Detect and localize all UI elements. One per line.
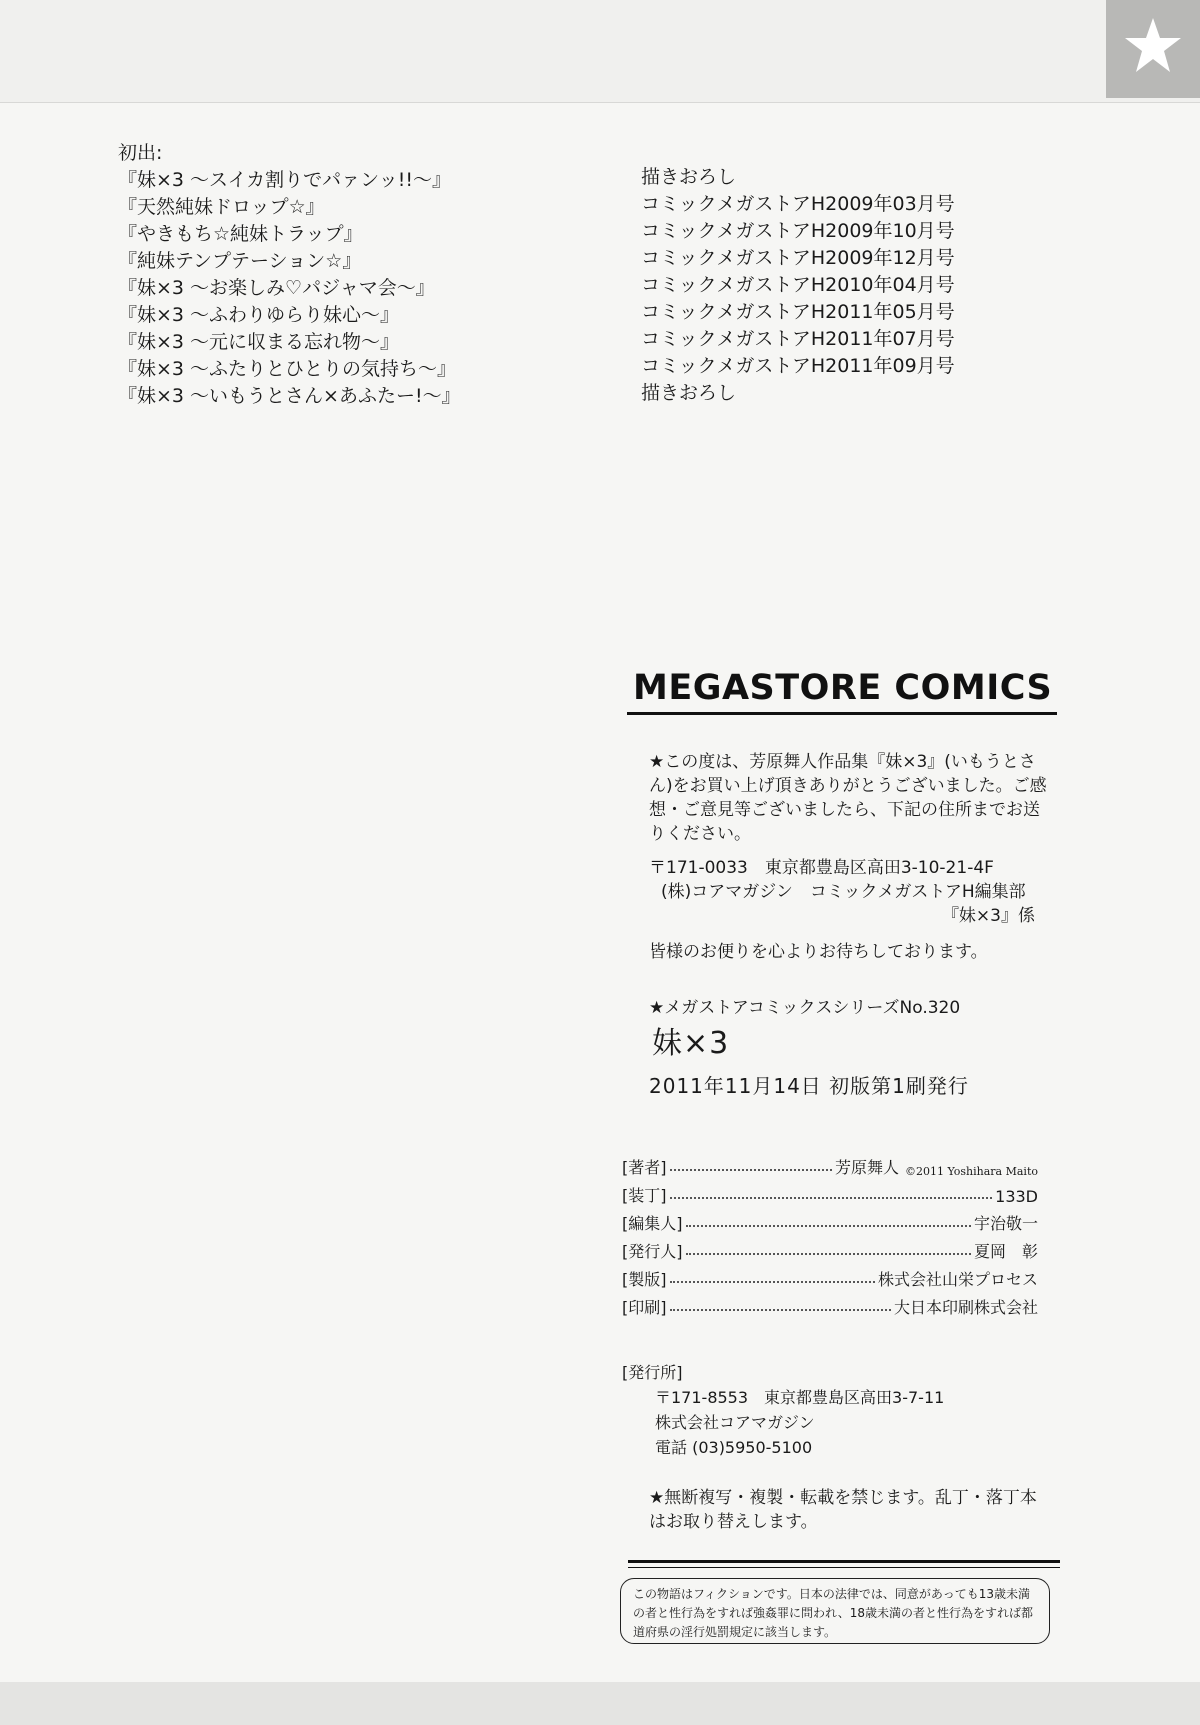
bottom-divider-thin <box>628 1567 1060 1568</box>
story-source: コミックメガストアH2011年07月号 <box>641 328 955 350</box>
credit-value: 夏岡 彰 <box>973 1242 1038 1261</box>
leader-dots <box>670 1197 993 1199</box>
credit-value: 大日本印刷株式会社 <box>893 1298 1038 1317</box>
leader-dots <box>670 1281 875 1283</box>
story-title: 『やきもち☆純妹トラップ』 <box>118 223 363 245</box>
credit-row <box>622 1178 1038 1206</box>
fiction-disclaimer: この物語はフィクションです。日本の法律では、同意があっても13歳未満の者と性行為をすれば強姦罪に問われ、18歳未満の者と性行為をすれば都道府県の淫行処罰規定に該当します。 <box>620 1578 1050 1644</box>
credit-row <box>622 1150 1038 1178</box>
closing-line: 皆様のお便りを心よりお待ちしております。 <box>649 942 988 962</box>
publisher-logo: MEGASTORE COMICS <box>633 668 1053 708</box>
first-appearance-sources <box>641 164 1041 407</box>
story-source: コミックメガストアH2010年04月号 <box>641 274 955 296</box>
first-appearance-titles <box>118 140 558 410</box>
publisher-company: 株式会社コアマガジン <box>655 1413 815 1432</box>
publisher-info <box>622 1360 944 1460</box>
credit-label: [印刷] <box>622 1298 667 1317</box>
story-title: 『妹×3 ～いもうとさん×あふたー!～』 <box>118 385 461 407</box>
credit-label: [著者] <box>622 1158 667 1177</box>
credit-row <box>622 1234 1038 1262</box>
book-title: 妹×3 <box>652 1026 730 1061</box>
thank-you-message: ★この度は、芳原舞人作品集『妹×3』(いもうとさん)をお買い上げ頂きありがとうございました。ご感想・ご意見等ございましたら、下記の住所までお送りください。 <box>649 752 1047 844</box>
story-source: コミックメガストアH2009年10月号 <box>641 220 955 242</box>
credit-label: [製版] <box>622 1270 667 1289</box>
story-title: 『妹×3 ～お楽しみ♡パジャマ会～』 <box>118 277 435 299</box>
rights-notice: ★無断複写・複製・転載を禁じます。乱丁・落丁本はお取り替えします。 <box>649 1488 1037 1532</box>
bottom-divider <box>628 1560 1060 1563</box>
address-line: 〒171-0033 東京都豊島区高田3-10-21-4F <box>649 858 994 878</box>
story-source: コミックメガストアH2011年09月号 <box>641 355 955 377</box>
story-source: 描きおろし <box>641 166 737 188</box>
credit-label: [装丁] <box>622 1186 667 1205</box>
story-title: 『妹×3 ～ふわりゆらり妹心～』 <box>118 304 400 326</box>
story-title: 『純妹テンプテーション☆』 <box>118 250 362 272</box>
leader-dots <box>686 1253 971 1255</box>
publisher-phone: 電話 (03)5950-5100 <box>655 1438 813 1457</box>
series-number: ★メガストアコミックスシリーズNo.320 <box>649 998 961 1018</box>
mail-address <box>649 856 1049 928</box>
star-icon <box>1124 16 1182 74</box>
story-source: コミックメガストアH2009年12月号 <box>641 247 955 269</box>
copyright-note: ©2011 Yoshihara Maito <box>904 1165 1038 1178</box>
leader-dots <box>686 1225 971 1227</box>
story-title: 『天然純妹ドロップ☆』 <box>118 196 325 218</box>
credit-label: [発行人] <box>622 1242 683 1261</box>
leader-dots <box>670 1169 832 1171</box>
credit-value: 宇治敬一 <box>973 1214 1038 1233</box>
story-title: 『妹×3 ～ふたりとひとりの気持ち～』 <box>118 358 457 380</box>
publisher-address: 〒171-8553 東京都豊島区高田3-7-11 <box>655 1388 945 1407</box>
corner-tab <box>1106 0 1200 98</box>
address-line: (株)コアマガジン コミックメガストアH編集部 <box>661 882 1026 902</box>
logo-divider <box>627 712 1057 715</box>
credit-label: [編集人] <box>622 1214 683 1233</box>
story-source: コミックメガストアH2011年05月号 <box>641 301 955 323</box>
publish-date: 2011年11月14日 初版第1刷発行 <box>649 1074 969 1098</box>
credit-row <box>622 1206 1038 1234</box>
address-line: 『妹×3』係 <box>941 906 1035 926</box>
credit-row <box>622 1262 1038 1290</box>
publisher-heading: [発行所] <box>622 1363 683 1382</box>
story-source: 描きおろし <box>641 382 737 404</box>
credit-value: 株式会社山栄プロセス <box>877 1270 1038 1289</box>
credit-value: 133D <box>995 1187 1038 1206</box>
credit-row <box>622 1290 1038 1318</box>
first-appearance-heading: 初出: <box>118 142 163 164</box>
credits-list <box>622 1150 1038 1318</box>
credit-value: 芳原舞人 <box>834 1158 899 1177</box>
top-band <box>0 0 1200 103</box>
leader-dots <box>670 1309 891 1311</box>
story-source: コミックメガストアH2009年03月号 <box>641 193 955 215</box>
bottom-band <box>0 1682 1200 1725</box>
story-title: 『妹×3 ～スイカ割りでパァンッ!!～』 <box>118 169 451 191</box>
story-title: 『妹×3 ～元に収まる忘れ物～』 <box>118 331 400 353</box>
